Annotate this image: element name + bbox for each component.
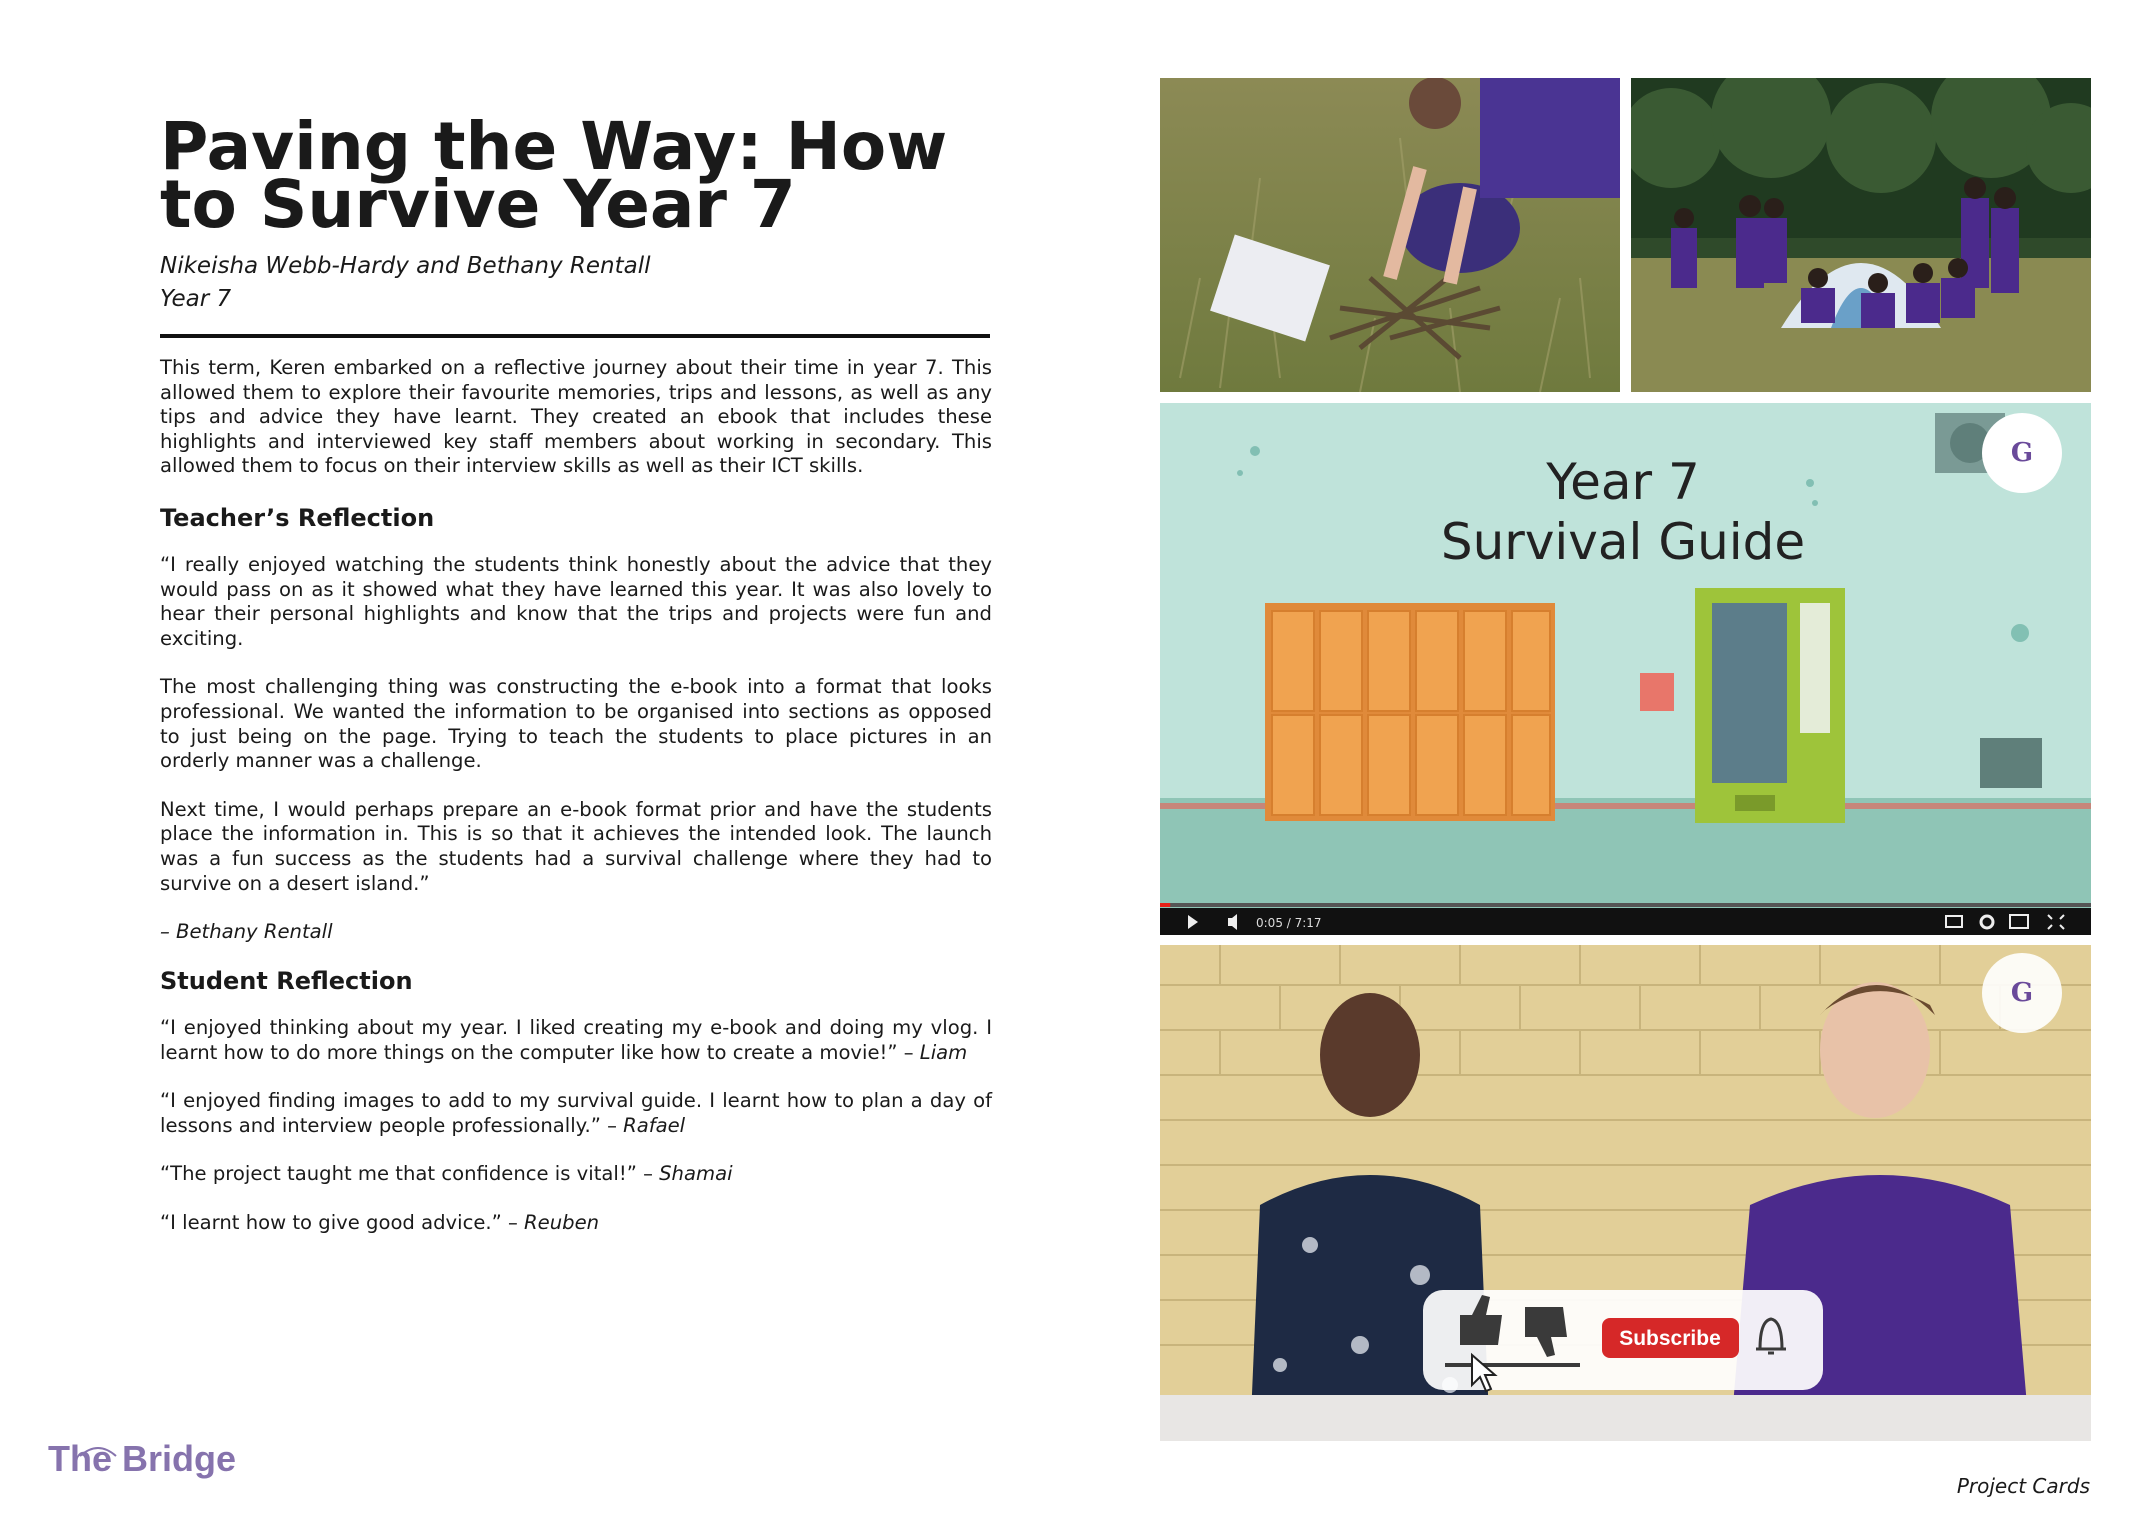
bridge-logo: The Bridge — [48, 1438, 237, 1479]
title-divider — [160, 334, 990, 338]
teacher-paragraph-1: “I really enjoyed watching the students think honestly about the advice that they would pass on as it showed what they have learned this year. It was also lovely to hear their personal highlights and know that the trips and projects were fun and exciting. — [160, 552, 992, 650]
teacher-signature: – Bethany Rentall — [160, 920, 333, 944]
student-quote: “I enjoyed thinking about my year. I liked creating my e-book and doing my vlog. I learnt how to do more things on the computer like how to create a movie!” – Liam — [160, 1016, 992, 1064]
subscribe-label: Subscribe — [1619, 1327, 1721, 1350]
teacher-paragraph-2: The most challenging thing was constructing the e-book into a format that looks professional. We wanted the information to be organised into sections as opposed to just being on the page. Trying to teach the students to place pictures in an orderly manner was a challenge. — [160, 675, 992, 773]
teacher-paragraph-3: Next time, I would perhaps prepare an e-book format prior and have the students place the information in. This is so that it achieves the intended look. The launch was a fun success as the students had a survival challenge where they had to survive on a desert island.” — [160, 797, 992, 895]
video-title-line2: Survival Guide — [1440, 513, 1806, 571]
intro-paragraph: This term, Keren embarked on a reflective journey about their time in year 7. This allowed them to explore their favourite memories, trips and lessons, as well as any tips and advice they have learnt. They created an ebook that includes these highlights and interviewed key staff members about working in secondary. This allowed them to focus on their interview skills as well as their ICT skills. — [160, 356, 992, 478]
interview-video-still — [1160, 945, 2091, 1441]
teacher-reflection-heading: Teacher’s Reflection — [160, 503, 435, 532]
photo-building-shelter — [1160, 78, 1620, 392]
student-quote: “The project taught me that confidence is vital!” – Shamai — [160, 1162, 733, 1186]
video-player[interactable] — [1160, 403, 2091, 935]
article-title: Paving the Way: How to Survive Year 7 — [160, 108, 948, 243]
article-authors: Nikeisha Webb-Hardy and Bethany Rentall — [160, 253, 651, 279]
video-time: 0:05 / 7:17 — [1256, 916, 1322, 930]
article-year: Year 7 — [160, 286, 232, 312]
svg-text:G: G — [2010, 978, 2034, 1008]
section-label: Project Cards — [1956, 1474, 2090, 1498]
lockers-illustration — [1265, 603, 1555, 821]
photo-tent-group — [1631, 78, 2091, 392]
vending-machine-illustration — [1695, 588, 1845, 823]
svg-text:G: G — [2010, 438, 2034, 468]
article-column — [160, 108, 992, 1260]
video-progress-bar[interactable] — [1160, 903, 1170, 907]
student-reflection-heading: Student Reflection — [160, 967, 413, 996]
video-title-line1: Year 7 — [1546, 453, 1700, 511]
engagement-overlay — [1423, 1290, 1823, 1391]
student-quote: “I learnt how to give good advice.” – Reuben — [160, 1211, 600, 1235]
student-quote: “I enjoyed finding images to add to my survival guide. I learnt how to plan a day of lessons and interview people professionally.” – Rafael — [160, 1089, 992, 1137]
